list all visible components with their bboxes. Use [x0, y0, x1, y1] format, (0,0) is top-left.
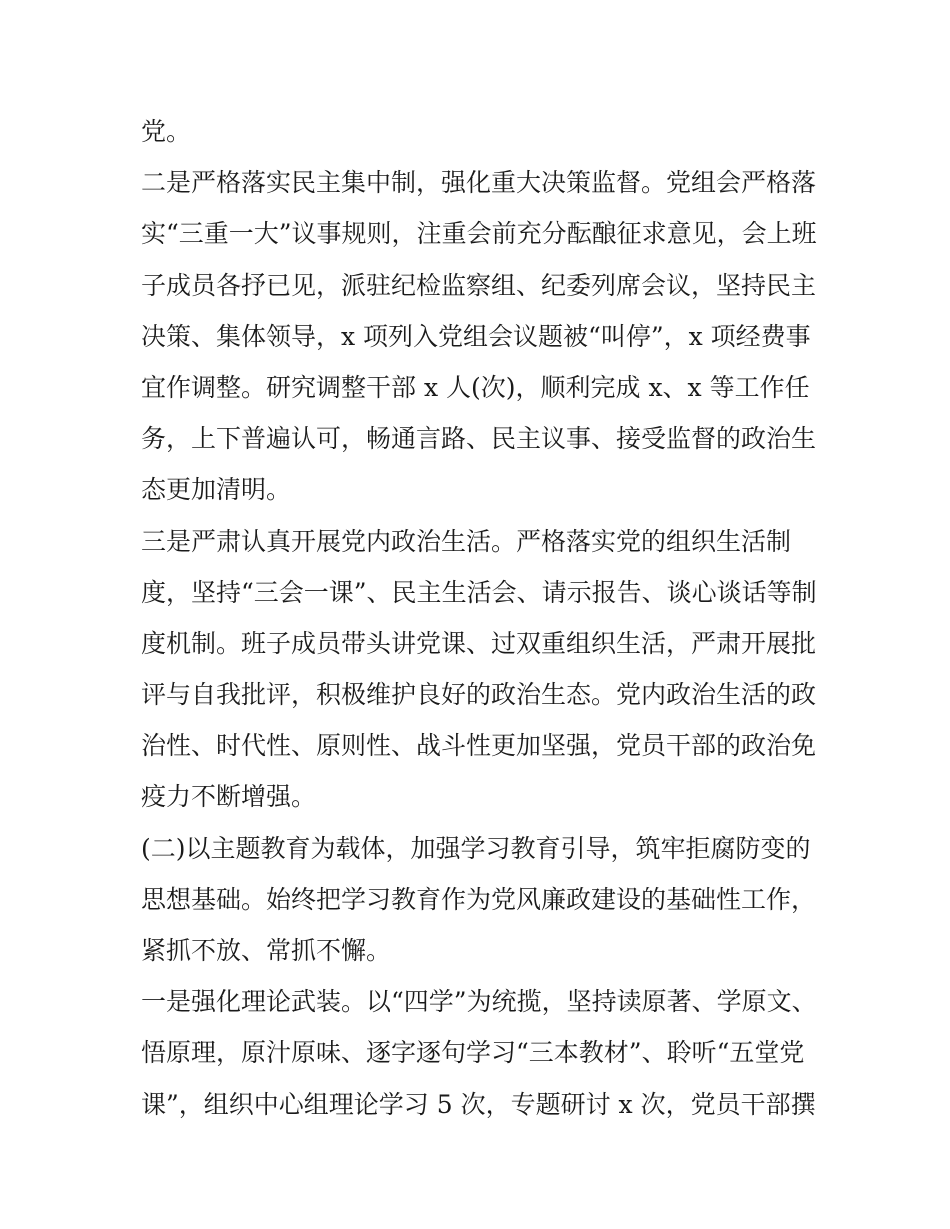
text-line: 治性、时代性、原则性、战斗性更加坚强，党员干部的政治免	[141, 731, 817, 761]
text-line: 子成员各抒已见，派驻纪检监察组、纪委列席会议，坚持民主	[141, 270, 817, 300]
text-line: 课”，组织中心组理论学习 5 次，专题研讨 x 次，党员干部撰	[141, 1089, 816, 1119]
document-body	[141, 106, 821, 1130]
text-line: 务，上下普遍认可，畅通言路、民主议事、接受监督的政治生	[141, 424, 817, 454]
text-line: (二)以主题教育为载体，加强学习教育引导，筑牢拒腐防变的	[141, 833, 811, 863]
text-line: 疫力不断增强。	[141, 782, 317, 812]
text-line: 态更加清明。	[141, 475, 292, 505]
text-line: 二是严格落实民主集中制，强化重大决策监督。党组会严格落	[141, 168, 817, 198]
text-line: 实“三重一大”议事规则，注重会前充分酝酿征求意见，会上班	[141, 219, 817, 249]
text-line: 决策、集体领导，x 项列入党组会议题被“叫停”，x 项经费事	[141, 321, 811, 351]
text-line: 党。	[141, 117, 192, 146]
text-line: 度，坚持“三会一课”、民主生活会、请示报告、谈心谈话等制	[141, 577, 817, 607]
text-line: 宜作调整。研究调整干部 x 人(次)，顺利完成 x、x 等工作任	[141, 372, 810, 402]
text-line: 评与自我批评，积极维护良好的政治生态。党内政治生活的政	[141, 680, 817, 710]
text-line: 一是强化理论武装。以“四学”为统揽，坚持读原著、学原文、	[141, 987, 817, 1017]
text-line: 度机制。班子成员带头讲党课、过双重组织生活，严肃开展批	[141, 628, 817, 658]
text-line: 三是严肃认真开展党内政治生活。严格落实党的组织生活制	[141, 526, 792, 556]
text-line: 悟原理，原汁原味、逐字逐句学习“三本教材”、聆听“五堂党	[141, 1038, 805, 1068]
text-line: 思想基础。始终把学习教育作为党风廉政建设的基础性工作，	[141, 884, 817, 914]
text-line: 紧抓不放、常抓不懈。	[141, 936, 392, 965]
